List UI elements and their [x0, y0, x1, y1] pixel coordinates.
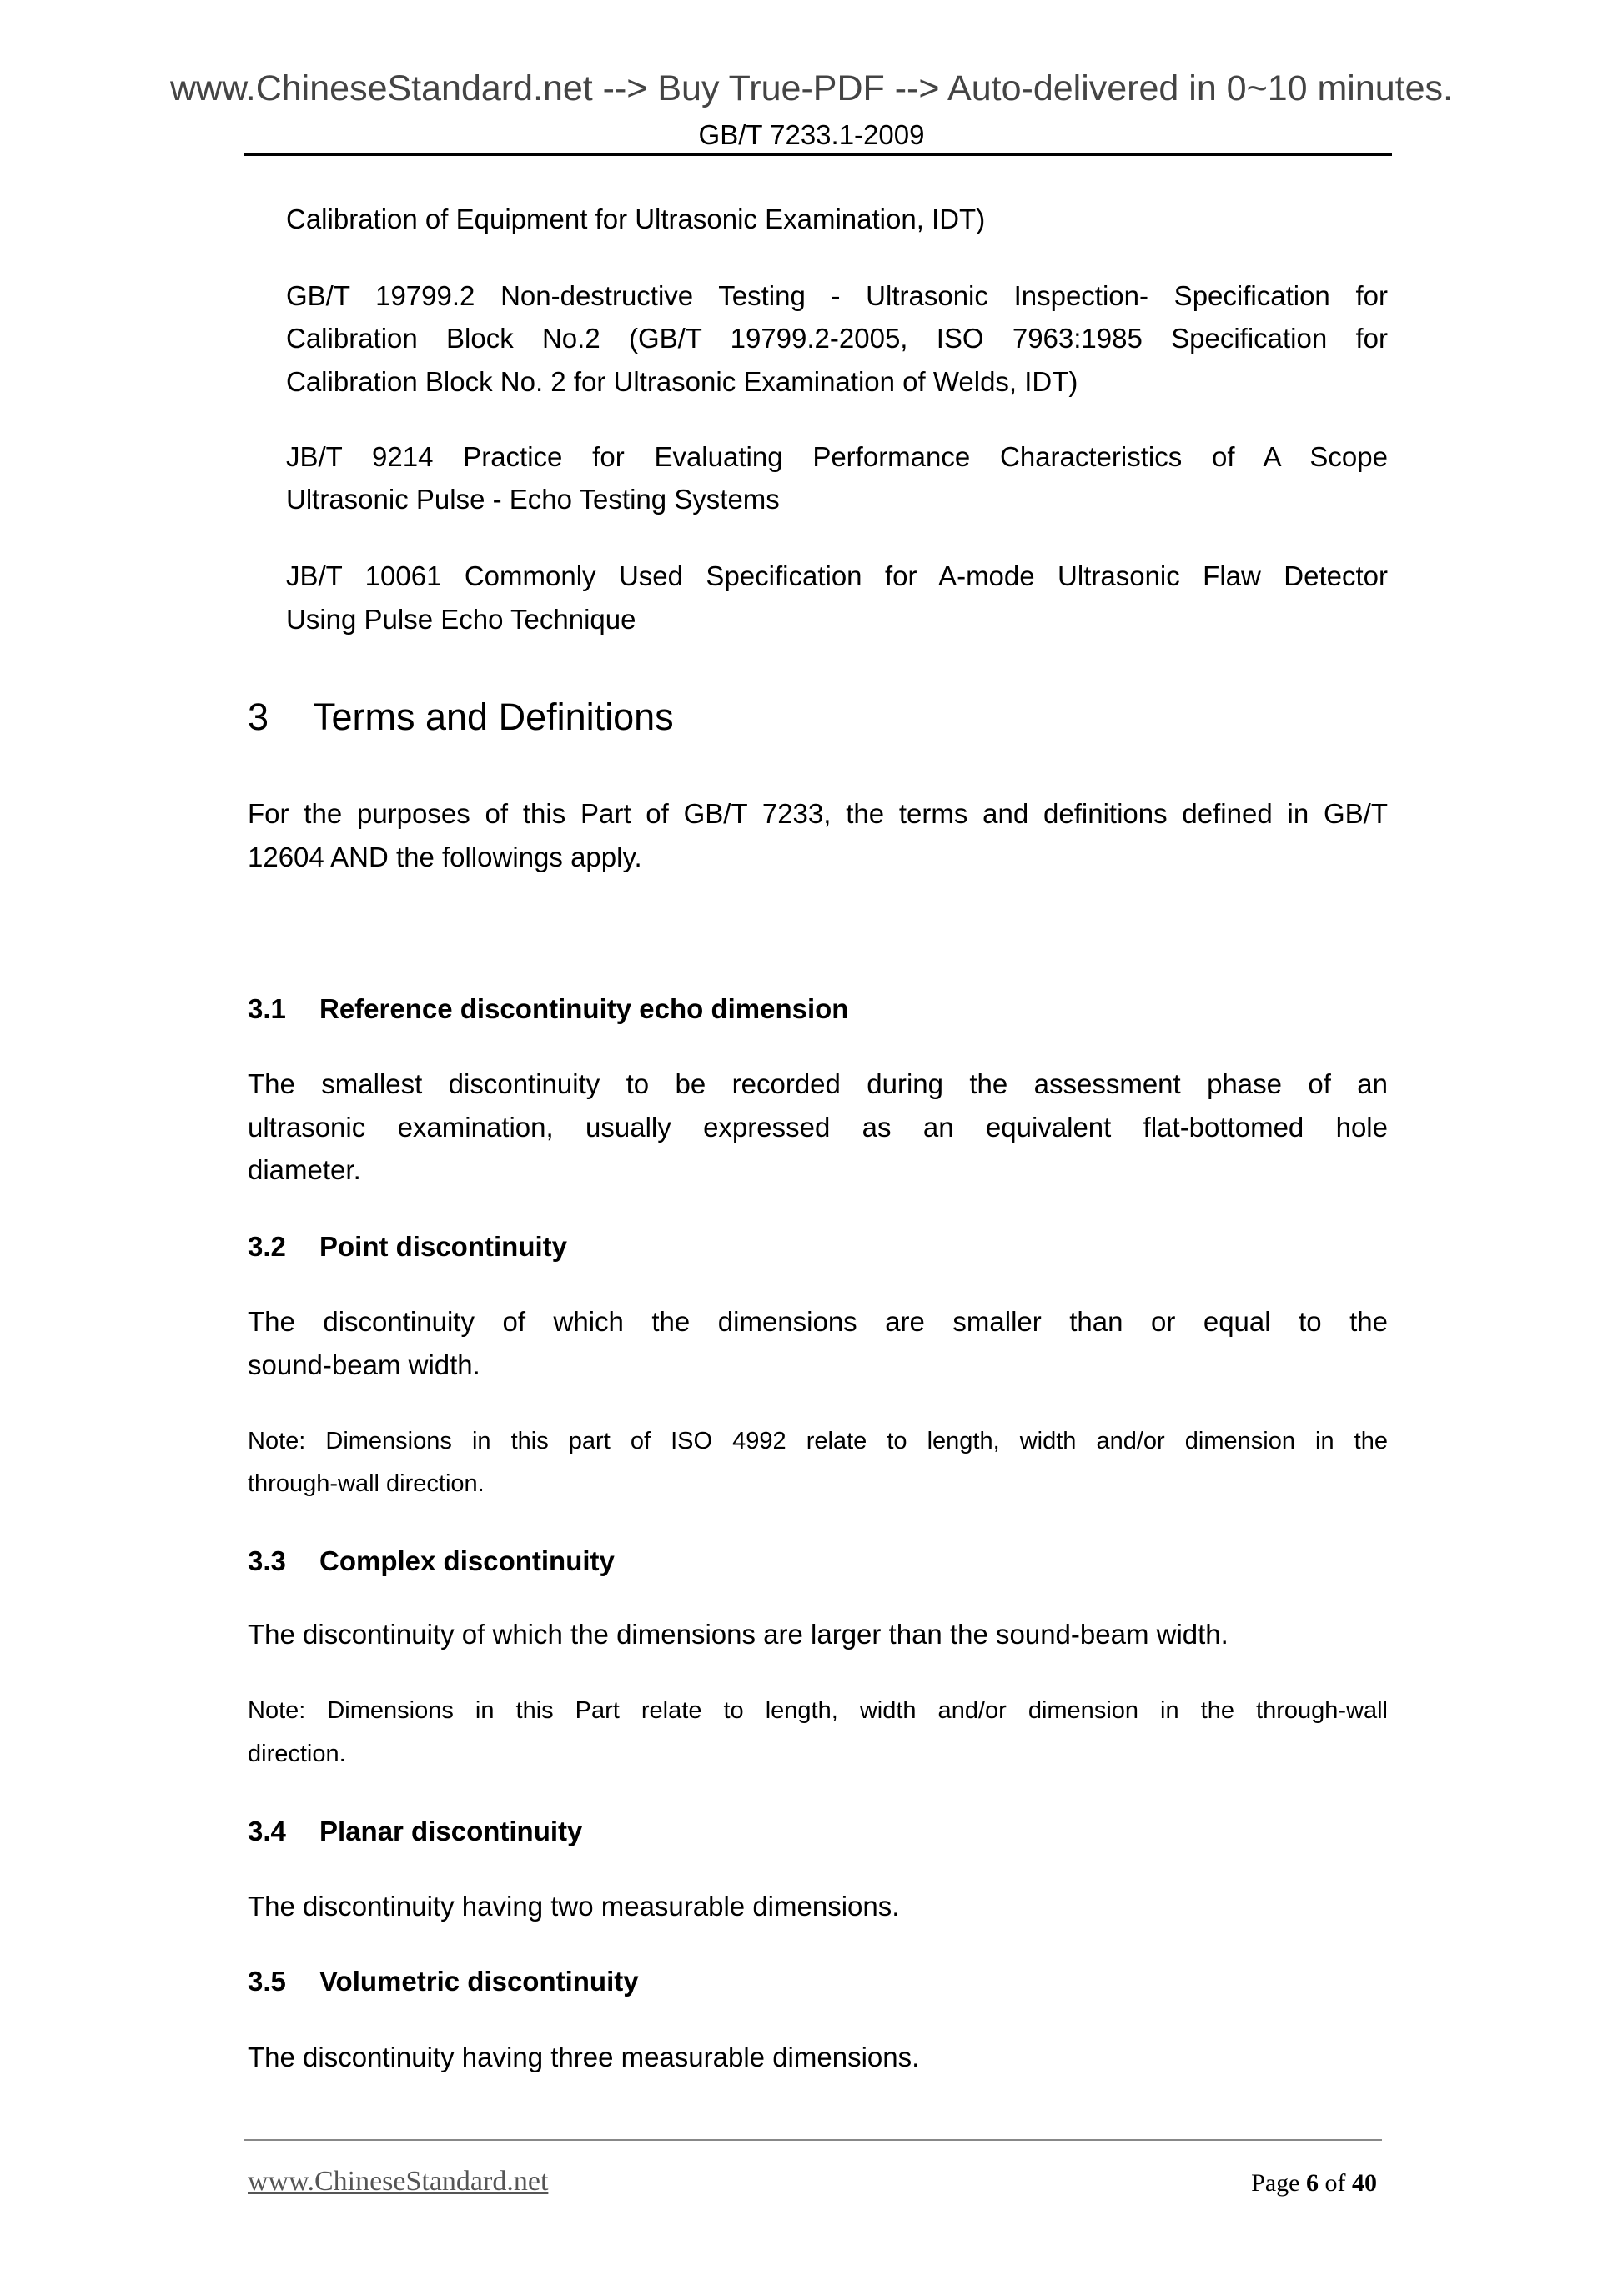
term-number: 3.1 [248, 993, 286, 1024]
term-definition-line: The discontinuity having three measurable dimensions. [248, 2042, 920, 2072]
term-heading [248, 1540, 615, 1582]
section-number: 3 [248, 696, 269, 738]
header-banner: www.ChineseStandard.net --> Buy True-PDF --> Auto-delivered in 0~10 minutes. [169, 68, 1453, 108]
intro-line: 12604 AND the followings apply. [248, 842, 642, 872]
reference-continuation: Calibration of Equipment for Ultrasonic Examination, IDT) [286, 203, 986, 234]
reference-line: JB/T 9214 Practice for Evaluating Performance Characteristics of A Scope [286, 441, 1388, 472]
term-number: 3.3 [248, 1545, 286, 1576]
term-number: 3.5 [248, 1966, 286, 1997]
page-label: Page [1251, 2169, 1300, 2197]
reference-line: Using Pulse Echo Technique [286, 604, 636, 635]
term-definition-line: The discontinuity having two measurable dimensions. [248, 1891, 900, 1922]
term-definition-line: The smallest discontinuity to be recorded during the assessment phase of an [248, 1068, 1388, 1099]
page-number [1251, 2167, 1377, 2200]
term-note-line: Note: Dimensions in this part of ISO 4992 relate to length, width and/or dimension in the [248, 1428, 1388, 1454]
page-of-label: of [1324, 2169, 1346, 2197]
reference-line: Ultrasonic Pulse - Echo Testing Systems [286, 484, 780, 515]
section-title: Terms and Definitions [313, 696, 674, 738]
reference-line: JB/T 10061 Commonly Used Specification for A-mode Ultrasonic Flaw Detector [286, 560, 1388, 591]
term-definition-line: diameter. [248, 1154, 361, 1185]
term-definition-line: sound-beam width. [248, 1349, 480, 1380]
term-number: 3.2 [248, 1231, 286, 1262]
term-title: Reference discontinuity echo dimension [319, 993, 849, 1024]
term-number: 3.4 [248, 1816, 286, 1846]
term-definition-line: The discontinuity of which the dimensions are smaller than or equal to the [248, 1306, 1388, 1337]
total-pages: 40 [1352, 2169, 1377, 2197]
term-heading [248, 1810, 582, 1852]
reference-line: Calibration Block No. 2 for Ultrasonic Examination of Welds, IDT) [286, 366, 1078, 397]
term-note-line: Note: Dimensions in this Part relate to length, width and/or dimension in the through-wall [248, 1697, 1388, 1724]
term-heading [248, 1225, 567, 1268]
term-heading [248, 1960, 639, 2002]
intro-line: For the purposes of this Part of GB/T 7233, the terms and definitions defined in GB/T [248, 798, 1388, 829]
document-code: GB/T 7233.1-2009 [698, 119, 925, 150]
term-heading [248, 987, 848, 1030]
term-definition-line: ultrasonic examination, usually expressed as an equivalent flat-bottomed hole [248, 1112, 1388, 1143]
term-definition-line: The discontinuity of which the dimensions are larger than the sound-beam width. [248, 1619, 1229, 1650]
term-title: Planar discontinuity [319, 1816, 583, 1846]
term-title: Volumetric discontinuity [319, 1966, 639, 1997]
term-title: Complex discontinuity [319, 1545, 615, 1576]
footer-divider [244, 2139, 1382, 2141]
current-page: 6 [1306, 2169, 1319, 2197]
reference-line: Calibration Block No.2 (GB/T 19799.2-2005, ISO 7963:1985 Specification for [286, 323, 1388, 354]
term-note-line: direction. [248, 1741, 346, 1767]
term-title: Point discontinuity [319, 1231, 567, 1262]
reference-line: GB/T 19799.2 Non-destructive Testing - Ultrasonic Inspection- Specification for [286, 280, 1388, 311]
section-heading [248, 692, 674, 742]
footer-website-link[interactable]: www.ChineseStandard.net [248, 2166, 549, 2197]
term-note-line: through-wall direction. [248, 1470, 485, 1497]
header-divider [244, 153, 1392, 156]
